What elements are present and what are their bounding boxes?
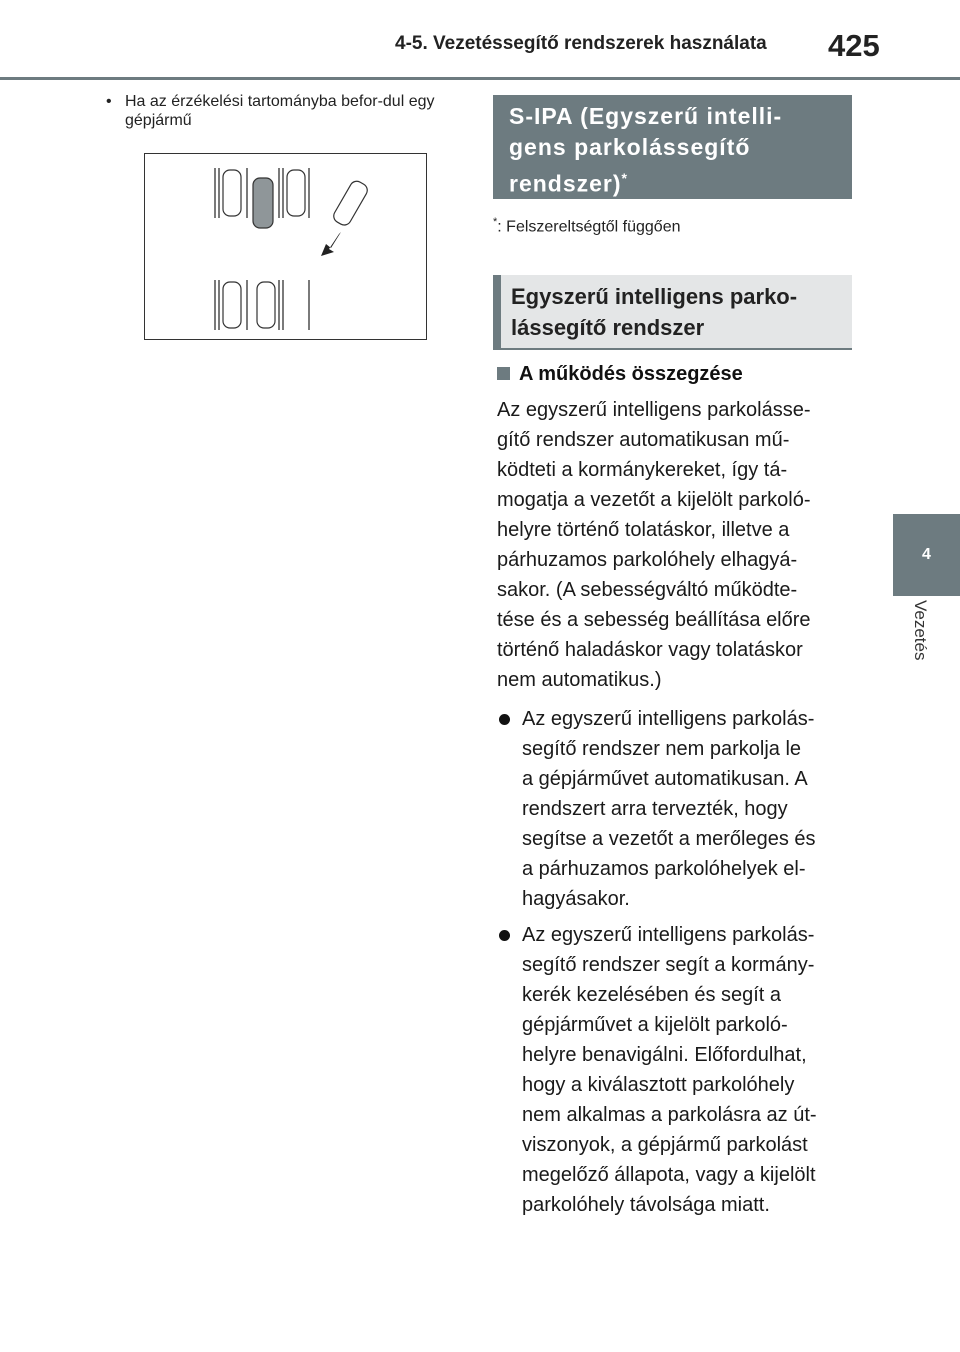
list-item-line: parkolóhely távolsága miatt. xyxy=(522,1194,770,1216)
detection-note-text: Ha az érzékelési tartományba befor-dul egy gépjármű xyxy=(125,93,435,129)
summary-heading-text: A működés összegzése xyxy=(519,363,743,385)
list-item-line: gépjárművet a kijelölt parkoló- xyxy=(522,1014,788,1036)
square-bullet-icon xyxy=(497,367,510,380)
list-item-line: megelőző állapota, vagy a kijelölt xyxy=(522,1164,816,1186)
list-item-line: segítse a vezetőt a merőleges és xyxy=(522,828,816,850)
chapter-name: Vezetés xyxy=(911,600,930,661)
detection-note xyxy=(106,92,451,130)
subsection-title-line: Egyszerű intelligens parko- xyxy=(511,284,798,309)
asterisk-mark: * xyxy=(621,170,628,186)
subsection-title-line: lássegítő rendszer xyxy=(511,315,705,340)
summary-heading xyxy=(497,363,743,386)
list-item-line: segítő rendszer segít a kormány- xyxy=(522,954,815,976)
list-item-line: rendszert arra tervezték, hogy xyxy=(522,798,788,820)
chapter-number: 4 xyxy=(922,546,931,563)
header-divider xyxy=(0,77,960,80)
section-title-line: S-IPA (Egyszerű intelli- xyxy=(509,103,783,129)
parking-illustration xyxy=(144,153,427,340)
footnote-mark: * xyxy=(493,216,498,228)
list-item-line: viszonyok, a gépjármű parkolást xyxy=(522,1134,808,1156)
paragraph-line: sakor. (A sebességváltó működte- xyxy=(497,579,798,601)
subsection-title-box xyxy=(493,275,852,350)
list-item-line: hogy a kiválasztott parkolóhely xyxy=(522,1074,795,1096)
section-title-line: gens parkolássegítő xyxy=(509,134,751,160)
list-item xyxy=(497,704,867,914)
paragraph-line: gítő rendszer automatikusan mű- xyxy=(497,429,790,451)
subsection-title xyxy=(511,281,797,343)
paragraph-line: mogatja a vezetőt a kijelölt parkoló- xyxy=(497,489,811,511)
header-title: 4-5. Vezetéssegítő rendszerek használata xyxy=(395,33,767,54)
list-item-line: a gépjárművet automatikusan. A xyxy=(522,768,808,790)
list-item-line: hagyásakor. xyxy=(522,888,630,910)
footnote-text: : Felszereltségtől függően xyxy=(497,218,681,236)
list-item-line: Az egyszerű intelligens parkolás- xyxy=(522,708,815,730)
list-item-line: nem alkalmas a parkolásra az út- xyxy=(522,1104,817,1126)
list-item-line: a párhuzamos parkolóhelyek el- xyxy=(522,858,806,880)
bullet-symbol: • xyxy=(106,93,112,110)
page-number: 425 xyxy=(828,28,880,63)
section-title xyxy=(493,95,852,199)
paragraph-line: Az egyszerű intelligens parkolásse- xyxy=(497,399,811,421)
list-item-line: helyre benavigálni. Előfordulhat, xyxy=(522,1044,807,1066)
bullet-dot-icon xyxy=(499,714,510,725)
paragraph-line: történő haladáskor vagy tolatáskor xyxy=(497,639,803,661)
paragraph-line: ködteti a kormánykereket, így tá- xyxy=(497,459,788,481)
section-title-line: rendszer)* xyxy=(509,170,628,197)
subsection-accent-bar xyxy=(493,275,501,348)
list-item-line: kerék kezelésében és segít a xyxy=(522,984,782,1006)
parking-illustration-svg xyxy=(145,154,425,338)
list-item xyxy=(497,920,867,1220)
paragraph-line: helyre történő tolatáskor, illetve a xyxy=(497,519,790,541)
bullet-dot-icon xyxy=(499,930,510,941)
list-item-line: segítő rendszer nem parkolja le xyxy=(522,738,802,760)
paragraph-line: tése és a sebesség beállítása előre xyxy=(497,609,811,631)
list-item-line: Az egyszerű intelligens parkolás- xyxy=(522,924,815,946)
footnote xyxy=(493,216,681,236)
paragraph-line: párhuzamos parkolóhely elhagyá- xyxy=(497,549,798,571)
paragraph-line: nem automatikus.) xyxy=(497,669,662,691)
summary-paragraph xyxy=(497,395,862,695)
